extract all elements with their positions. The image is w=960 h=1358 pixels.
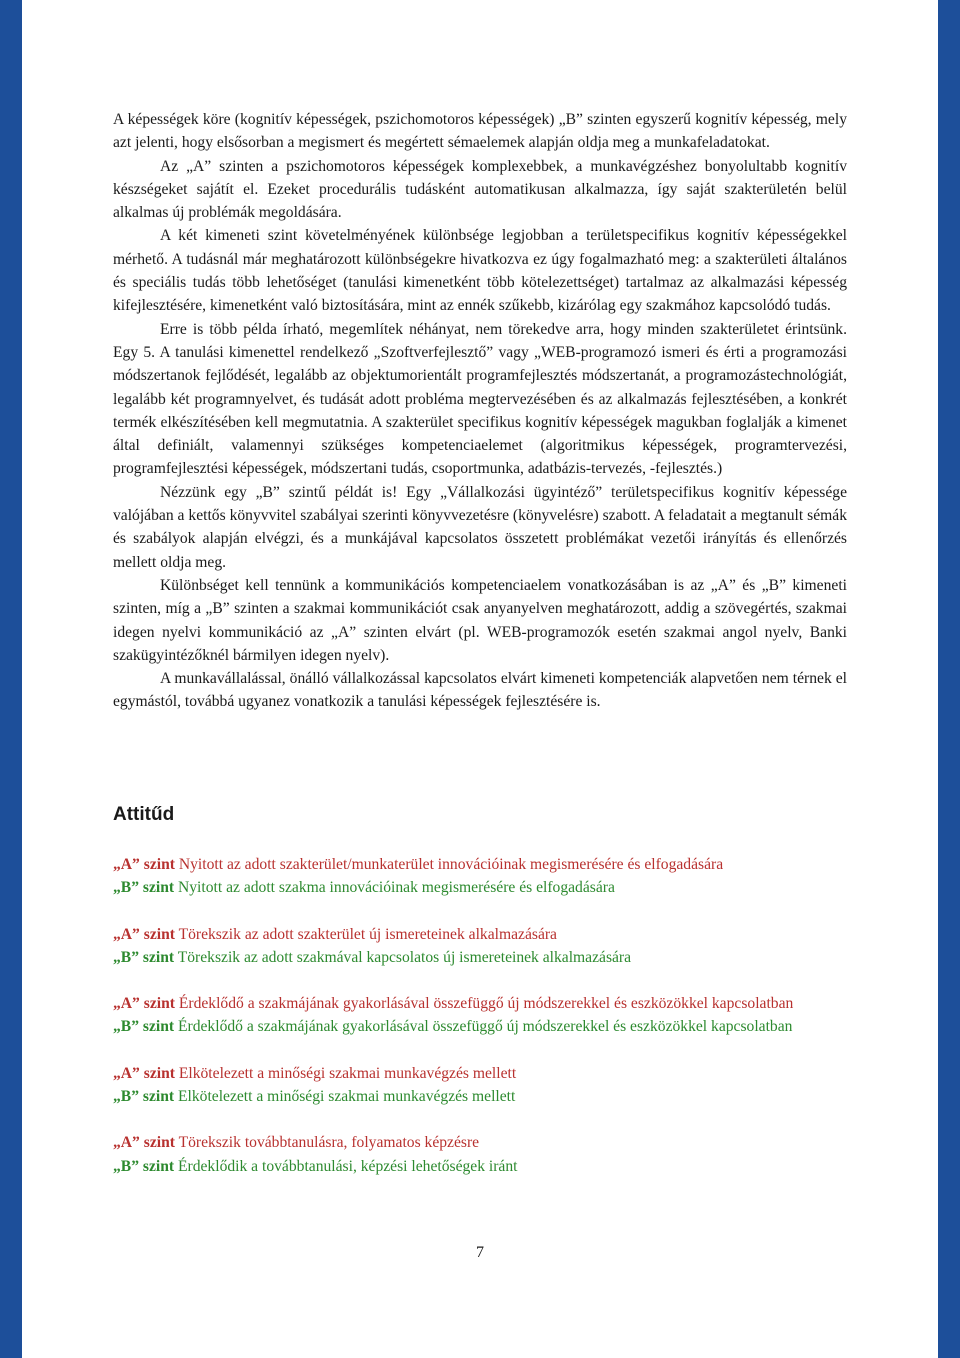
level-b-label: „B” szint [113, 1157, 175, 1175]
level-group [113, 992, 847, 1039]
level-b-text: Nyitott az adott szakma innovációinak megismerésére és elfogadására [178, 879, 615, 897]
paragraph: A képességek köre (kognitív képességek, pszichomotoros képességek) „B” szinten egyszerű kognitív képesség, mely azt jelenti, hogy elsősorban a megismert és megértett sémaelemek alapján oldja meg a munkafeladatokat. [113, 111, 847, 152]
level-a-text: Érdeklődő a szakmájának gyakorlásával összefüggő új módszerekkel és eszközökkel kapcsolatban [178, 995, 794, 1013]
right-blue-sidebar [938, 0, 960, 1358]
level-a-label: „A” szint [113, 1134, 175, 1152]
level-b-label: „B” szint [113, 879, 175, 897]
level-a-text: Elkötelezett a minőségi szakmai munkavégzés mellett [178, 1064, 517, 1082]
section-title: Attitűd [113, 804, 175, 825]
level-b-line [113, 1085, 847, 1108]
attitude-levels [113, 853, 847, 1201]
level-a-line [113, 923, 847, 946]
level-b-label: „B” szint [113, 948, 175, 966]
level-b-line [113, 876, 847, 899]
level-a-line [113, 992, 847, 1015]
level-b-line [113, 1155, 847, 1178]
level-a-text: Törekszik továbbtanulásra, folyamatos képzésre [178, 1134, 480, 1152]
level-a-label: „A” szint [113, 856, 175, 873]
level-a-line [113, 1062, 847, 1085]
level-b-text: Elkötelezett a minőségi szakmai munkavégzés mellett [178, 1088, 516, 1106]
level-b-label: „B” szint [113, 1018, 175, 1036]
paragraph: A két kimeneti szint követelményének különbsége legjobban a területspecifikus kognitív képességekkel mérhető. A tudásnál már meghatározott különbségekre hivatkozva ez úgy fogalmazható meg: a szakterületi általános és speciális tudás több lehetőséget (tanulási kimenetként több kötelezettséget) tartalmaz az alkalmazási képesség kifejlesztésére, kimenetként való biztosítására, mint az ennék szűkebb, kizárólag egy szakmához kapcsolódó tudás. [113, 227, 847, 315]
paragraph: Erre is több példa írható, megemlítek néhányat, nem törekedve arra, hogy minden szakterületet érintsünk. Egy 5. A tanulási kimenettel rendelkező „Szoftverfejlesztő” vagy „WEB-programozó ismeri és érti a programozási módszertanok fejlődését, legalább az objektumorientált programfejlesztés módszertanát, a programozástechnológiát, legalább két programnyelvet, és tudását adott probléma megtervezésében és az alkalmazás fejlesztésében, a konkrét termék elkészítésében kell megmutatnia. A szakterület specifikus kognitív képességek magukban foglalják a kimenet által definiált, valamennyi szükséges kompetenciaelemet (algoritmikus képességek, programtervezési, programfejlesztési képességek, módszertani tudás, csoportmunka, adatbázis-tervezés, -fejlesztés.) [113, 320, 847, 478]
page-number: 7 [476, 1244, 484, 1261]
level-group [113, 923, 847, 970]
level-b-text: Érdeklődik a továbbtanulási, képzési lehetőségek iránt [178, 1157, 518, 1175]
level-a-label: „A” szint [113, 925, 175, 943]
level-a-line [113, 853, 847, 876]
paragraph: Az „A” szinten a pszichomotoros képességek komplexebbek, a munkavégzéshez bonyolultabb kognitív készségeket sajátít el. Ezeket procedurális tudásként automatikusan alkalmazza, így saját szakterületén belül alkalmas új problémák megoldására. [113, 157, 847, 222]
level-a-label: „A” szint [113, 1064, 175, 1082]
level-b-label: „B” szint [113, 1088, 175, 1106]
level-group [113, 853, 847, 900]
level-a-line [113, 1131, 847, 1154]
left-blue-sidebar [0, 0, 22, 1358]
body-text [113, 108, 847, 714]
level-a-label: „A” szint [113, 995, 175, 1013]
paragraph: Különbséget kell tennünk a kommunikációs kompetenciaelem vonatkozásában is az „A” és „B” kimeneti szinten, míg a „B” szinten a szakmai kommunikációt csak anyanyelven meghatározott, addig a szövegértés, szakmai idegen nyelvi kommunikáció az „A” szinten elvárt (pl. WEB-programozók esetén szakmai angol nyelv, Banki szakügyintézőknél bármilyen idegen nyelv). [113, 576, 847, 664]
paragraph: Nézzünk egy „B” szintű példát is! Egy „Vállalkozási ügyintéző” területspecifikus kognitív képessége valójában a kettős könyvvitel szabályai szerinti könyvvezetésre (könyvelésre) szabott. A feladatait a megtanult sémák és szabályok alapján elvégzi, és a munkájával kapcsolatos összetett problémákat vezetői irányítás és ellenőrzés mellett oldja meg. [113, 483, 847, 571]
level-b-text: Törekszik az adott szakmával kapcsolatos új ismereteinek alkalmazására [177, 948, 632, 966]
level-b-line [113, 1015, 847, 1038]
level-group [113, 1131, 847, 1178]
level-group [113, 1062, 847, 1109]
level-a-text: Nyitott az adott szakterület/munkaterület innovációinak megismerésére és elfogadására [178, 856, 724, 873]
level-b-text: Érdeklődő a szakmájának gyakorlásával összefüggő új módszerekkel és eszközökkel kapcsolatban [178, 1018, 793, 1036]
paragraph: A munkavállalással, önálló vállalkozással kapcsolatos elvárt kimeneti kompetenciák alapvetően nem térnek el egymástól, továbbá ugyanez vonatkozik a tanulási képességek fejlesztésére is. [113, 670, 847, 711]
level-b-line [113, 946, 847, 969]
level-a-text: Törekszik az adott szakterület új ismereteinek alkalmazására [178, 925, 557, 943]
